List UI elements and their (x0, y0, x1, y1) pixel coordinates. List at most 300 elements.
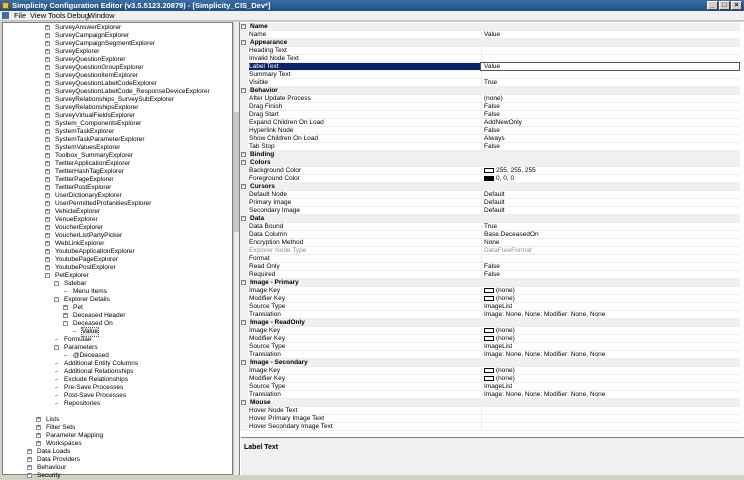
tree-node[interactable] (3, 288, 232, 296)
tree-node[interactable] (3, 448, 232, 456)
property-value[interactable] (481, 367, 739, 374)
tree-node[interactable] (3, 264, 232, 272)
menu-file[interactable]: File (14, 11, 27, 20)
collapse-icon[interactable]: - (242, 183, 245, 189)
property-value-text: Image: None, None; Modifier: None, None (484, 391, 606, 398)
tree-node-label: Additional Relationships (64, 368, 134, 375)
tree-node[interactable] (3, 112, 232, 120)
property-value[interactable] (481, 239, 739, 246)
property-value[interactable] (481, 167, 739, 174)
window-title-bar[interactable] (0, 0, 744, 11)
property-value[interactable] (481, 199, 739, 206)
property-value-text: (none) (496, 327, 515, 334)
property-gutter (240, 31, 248, 39)
property-row[interactable] (240, 103, 740, 111)
tree-node[interactable] (3, 72, 232, 80)
property-value[interactable] (481, 127, 739, 134)
tree-node[interactable] (3, 144, 232, 152)
property-value[interactable] (481, 79, 739, 86)
property-value-text: True (484, 223, 498, 230)
property-name: Image - Primary (250, 279, 299, 286)
tree-node[interactable] (3, 128, 232, 136)
collapse-icon[interactable]: - (242, 279, 245, 285)
property-row[interactable] (240, 31, 740, 39)
expand-icon[interactable]: + (46, 40, 49, 46)
tree-node[interactable] (3, 136, 232, 144)
property-name: Visible (249, 79, 269, 86)
property-row[interactable] (240, 191, 740, 199)
expand-icon[interactable]: + (46, 128, 49, 134)
expand-icon[interactable]: + (46, 96, 49, 102)
tree-node[interactable] (3, 424, 232, 432)
tree-node-label: SurveyQuestionItemExplorer (55, 72, 139, 79)
property-category[interactable] (240, 23, 740, 31)
property-row[interactable] (240, 111, 740, 119)
tree-node[interactable] (3, 344, 232, 352)
property-value[interactable] (481, 111, 739, 118)
tree-node[interactable] (3, 160, 232, 168)
property-value-text: Base.DeceasedOn (484, 231, 539, 238)
tree-node[interactable] (3, 472, 232, 480)
property-gutter (240, 295, 248, 303)
minimize-icon[interactable]: _ (707, 1, 718, 10)
tree-node[interactable] (3, 296, 232, 304)
property-value[interactable] (481, 255, 739, 262)
color-swatch-icon (484, 368, 494, 373)
property-value[interactable] (481, 423, 739, 430)
property-row[interactable] (240, 335, 740, 343)
property-name: Background Color (249, 167, 302, 174)
property-row[interactable] (240, 79, 740, 87)
tree-node[interactable] (3, 336, 232, 344)
property-value[interactable] (481, 415, 739, 422)
tree-node[interactable] (3, 328, 232, 336)
color-swatch-icon (484, 168, 494, 173)
expand-icon[interactable]: + (37, 416, 40, 422)
expand-icon[interactable]: + (46, 24, 49, 30)
property-row[interactable] (240, 135, 740, 143)
tree-node-label: SurveyAnswerExplorer (55, 24, 122, 31)
property-gutter (240, 271, 248, 279)
tree-line-icon (73, 331, 76, 332)
property-name: Tab Stop (249, 143, 275, 150)
expand-icon[interactable]: + (46, 88, 49, 94)
property-name: Image - ReadOnly (250, 319, 305, 326)
tree-node[interactable] (3, 360, 232, 368)
menu-debug[interactable]: Debug (67, 11, 90, 20)
tree-node[interactable] (3, 80, 232, 88)
expand-icon[interactable]: + (46, 248, 49, 254)
property-value[interactable] (481, 47, 739, 54)
property-row[interactable] (240, 295, 740, 303)
expand-icon[interactable]: + (46, 72, 49, 78)
property-row[interactable] (240, 375, 740, 383)
property-gutter (240, 79, 248, 87)
property-value[interactable] (481, 119, 739, 126)
menu-window[interactable]: Window (88, 11, 115, 20)
property-value[interactable] (481, 335, 739, 342)
tree-node[interactable] (3, 192, 232, 200)
tree-node[interactable] (3, 48, 232, 56)
tree-node[interactable] (3, 64, 232, 72)
property-category[interactable] (240, 183, 740, 191)
property-description-panel (241, 437, 744, 475)
tree-node[interactable] (3, 432, 232, 440)
expand-icon[interactable]: + (46, 152, 49, 158)
property-row[interactable] (240, 55, 740, 63)
property-value-text: False (484, 111, 500, 118)
collapse-icon[interactable]: - (46, 272, 49, 278)
property-value[interactable] (481, 71, 739, 78)
property-row[interactable] (240, 407, 740, 415)
property-value[interactable] (481, 263, 739, 270)
menu-view[interactable]: View (30, 11, 47, 20)
tree-node-label: YoutubeApplicationExplorer (55, 248, 135, 255)
tree-node-label: VoucherExplorer (55, 224, 104, 231)
collapse-icon[interactable]: - (242, 359, 245, 365)
property-name: Drag Start (249, 111, 279, 118)
tree-node[interactable] (3, 384, 232, 392)
expand-icon[interactable]: + (46, 48, 49, 54)
tree-node-label: PetExplorer (55, 272, 89, 279)
property-row[interactable] (240, 239, 740, 247)
property-name: Image Key (249, 287, 281, 294)
tree-node-label: SurveyQuestionExplorer (55, 56, 126, 63)
property-value-text: Default (484, 207, 505, 214)
tree-node[interactable] (3, 24, 232, 32)
property-gutter (240, 239, 248, 247)
expand-icon[interactable]: + (64, 312, 67, 318)
property-value[interactable] (481, 343, 739, 350)
color-swatch-icon (484, 288, 494, 293)
tree-node[interactable] (3, 208, 232, 216)
tree-node[interactable] (3, 256, 232, 264)
tree-node[interactable] (3, 272, 232, 280)
tree-node[interactable] (3, 240, 232, 248)
property-row[interactable] (240, 311, 740, 319)
property-row[interactable] (240, 47, 740, 55)
expand-icon[interactable]: + (46, 200, 49, 206)
property-row[interactable] (240, 231, 740, 239)
tree-line-icon (55, 339, 58, 340)
property-gutter (240, 223, 248, 231)
tree-node[interactable] (3, 376, 232, 384)
property-value[interactable] (481, 191, 739, 198)
property-name: After Update Process (249, 95, 311, 102)
property-value[interactable] (481, 303, 739, 310)
property-value[interactable] (481, 143, 739, 150)
property-name: Hover Primary Image Text (249, 415, 325, 422)
expand-icon[interactable]: + (46, 240, 49, 246)
property-row[interactable] (240, 423, 740, 431)
property-value[interactable] (481, 311, 739, 318)
property-row[interactable] (240, 207, 740, 215)
property-value-text: Image: None, None; Modifier: None, None (484, 311, 606, 318)
property-name: Image Key (249, 327, 281, 334)
property-row[interactable] (240, 367, 740, 375)
menu-tools[interactable]: Tools (48, 11, 66, 20)
property-row[interactable] (240, 383, 740, 391)
property-name: Binding (250, 151, 275, 158)
tree-node[interactable] (3, 408, 232, 416)
property-value[interactable] (481, 207, 739, 214)
color-swatch-icon (484, 296, 494, 301)
property-row[interactable] (240, 327, 740, 335)
expand-icon[interactable]: + (28, 472, 31, 478)
property-category[interactable] (240, 151, 740, 159)
property-category[interactable] (240, 39, 740, 47)
property-row[interactable] (240, 143, 740, 151)
property-row[interactable] (240, 263, 740, 271)
tree-node[interactable] (3, 216, 232, 224)
expand-icon[interactable]: + (46, 64, 49, 70)
tree-node-label: Formulae (64, 336, 92, 343)
color-swatch-icon (484, 328, 494, 333)
collapse-icon[interactable]: - (55, 280, 58, 286)
expand-icon[interactable]: + (46, 120, 49, 126)
property-gutter (240, 231, 248, 239)
property-category[interactable] (240, 399, 740, 407)
property-row[interactable] (240, 247, 740, 255)
expand-icon[interactable]: + (46, 208, 49, 214)
property-row[interactable] (240, 71, 740, 79)
property-row[interactable] (240, 175, 740, 183)
property-row[interactable] (240, 343, 740, 351)
tree-node-label: SystemValuesExplorer (55, 144, 121, 151)
tree-node-label: SurveyCampaignSegmentExplorer (55, 40, 156, 47)
close-icon[interactable]: × (731, 1, 742, 10)
collapse-icon[interactable]: - (242, 23, 245, 29)
property-name: Appearance (250, 39, 288, 46)
property-category[interactable] (240, 359, 740, 367)
property-value-text: (none) (496, 375, 515, 382)
tree-node[interactable] (3, 168, 232, 176)
tree-node[interactable] (3, 120, 232, 128)
collapse-icon[interactable]: - (242, 399, 245, 405)
property-name: Source Type (249, 343, 286, 350)
expand-icon[interactable]: + (28, 448, 31, 454)
property-value[interactable] (481, 63, 739, 70)
collapse-icon[interactable]: - (242, 215, 245, 221)
property-gutter (240, 55, 248, 63)
property-value[interactable] (481, 287, 739, 294)
tree-line-icon (64, 355, 67, 356)
tree-node[interactable] (3, 368, 232, 376)
property-gutter (240, 287, 248, 295)
property-row[interactable] (240, 95, 740, 103)
maximize-icon[interactable]: □ (719, 1, 730, 10)
collapse-icon[interactable]: - (242, 39, 245, 45)
tree-node[interactable] (3, 184, 232, 192)
expand-icon[interactable]: + (64, 304, 67, 310)
property-gutter (240, 47, 248, 55)
tree-node[interactable] (3, 392, 232, 400)
property-value[interactable] (481, 271, 739, 278)
expand-icon[interactable]: + (46, 216, 49, 222)
tree-node[interactable] (3, 224, 232, 232)
property-row[interactable] (240, 271, 740, 279)
expand-icon[interactable]: + (46, 264, 49, 270)
property-row[interactable] (240, 255, 740, 263)
property-value-text: False (484, 103, 500, 110)
property-name: Required (249, 271, 276, 278)
collapse-icon[interactable]: - (55, 344, 58, 350)
menu-bar (0, 11, 744, 21)
tree-node-label: Exclude Relationships (64, 376, 128, 383)
property-value-text: False (484, 127, 500, 134)
tree-node-label: Post-Save Processes (64, 392, 127, 399)
tree-node-label: YoutubePageExplorer (55, 256, 119, 263)
tree-node[interactable] (3, 352, 232, 360)
property-value-text: 0, 0, 0 (496, 175, 515, 182)
expand-icon[interactable]: + (37, 440, 40, 446)
expand-icon[interactable]: + (28, 456, 31, 462)
property-value-text: True (484, 79, 498, 86)
property-value[interactable] (481, 351, 739, 358)
expand-icon[interactable]: + (46, 168, 49, 174)
property-row[interactable] (240, 303, 740, 311)
property-value[interactable] (481, 383, 739, 390)
property-row[interactable] (240, 63, 740, 71)
property-value[interactable] (481, 231, 739, 238)
property-category[interactable] (240, 215, 740, 223)
property-name: Cursors (250, 183, 275, 190)
property-value[interactable] (481, 407, 739, 414)
property-value[interactable] (481, 31, 739, 38)
tree-node[interactable] (3, 32, 232, 40)
tree-node[interactable] (3, 456, 232, 464)
property-category[interactable] (240, 279, 740, 287)
property-name: Format (249, 255, 270, 262)
tree-node-label: SurveyExplorer (55, 48, 100, 55)
expand-icon[interactable]: + (46, 80, 49, 86)
property-value[interactable] (481, 223, 739, 230)
property-category[interactable] (240, 319, 740, 327)
tree-node[interactable] (3, 440, 232, 448)
expand-icon[interactable]: + (46, 160, 49, 166)
tree-node[interactable] (3, 104, 232, 112)
property-name: Invalid Node Text (249, 55, 299, 62)
tree-node[interactable] (3, 320, 232, 328)
tree-node-label: Lists (46, 416, 60, 423)
expand-icon[interactable]: + (46, 184, 49, 190)
collapse-icon[interactable]: - (242, 151, 245, 157)
description-title: Label Text (244, 444, 279, 451)
collapse-icon[interactable]: - (242, 87, 245, 93)
expand-icon[interactable]: + (46, 232, 49, 238)
tree-node-label: Filter Sets (46, 424, 76, 431)
tree-node[interactable] (3, 280, 232, 288)
expand-icon[interactable]: + (28, 464, 31, 470)
expand-icon[interactable]: + (46, 32, 49, 38)
property-value[interactable] (481, 247, 739, 254)
property-value[interactable] (481, 175, 739, 182)
expand-icon[interactable]: + (46, 256, 49, 262)
tree-node[interactable] (3, 464, 232, 472)
window-controls (707, 1, 742, 10)
property-gutter (240, 63, 248, 71)
tree-node-label: YoutubePostExplorer (55, 264, 116, 271)
property-value[interactable] (481, 135, 739, 142)
property-row[interactable] (240, 287, 740, 295)
property-value[interactable] (481, 327, 739, 334)
expand-icon[interactable]: + (46, 224, 49, 230)
property-row[interactable] (240, 391, 740, 399)
tree-line-icon (64, 291, 67, 292)
tree-node[interactable] (3, 304, 232, 312)
expand-icon[interactable]: + (46, 176, 49, 182)
tree-node-label: Sidebar (64, 280, 87, 287)
expand-icon[interactable]: + (37, 424, 40, 430)
document-icon[interactable] (2, 12, 9, 19)
property-row[interactable] (240, 127, 740, 135)
property-value[interactable] (481, 103, 739, 110)
property-gutter (240, 135, 248, 143)
expand-icon[interactable]: + (46, 136, 49, 142)
tree-node[interactable] (3, 248, 232, 256)
property-grid[interactable] (239, 22, 744, 475)
property-value[interactable] (481, 295, 739, 302)
tree-node[interactable] (3, 88, 232, 96)
collapse-icon[interactable]: - (242, 159, 245, 165)
tree-line-icon (55, 403, 58, 404)
tree-node-label: SurveyQuestionLabelCode_ResponseDeviceExplorer (55, 88, 210, 95)
tree-node[interactable] (3, 400, 232, 408)
tree-node[interactable] (3, 200, 232, 208)
property-row[interactable] (240, 415, 740, 423)
tree-node[interactable] (3, 416, 232, 424)
property-row[interactable] (240, 351, 740, 359)
tree-node[interactable] (3, 232, 232, 240)
collapse-icon[interactable]: - (242, 319, 245, 325)
property-category[interactable] (240, 87, 740, 95)
property-category[interactable] (240, 159, 740, 167)
property-row[interactable] (240, 119, 740, 127)
tree-node[interactable] (3, 96, 232, 104)
property-row[interactable] (240, 223, 740, 231)
expand-icon[interactable]: + (46, 144, 49, 150)
tree-node[interactable] (3, 40, 232, 48)
tree-node-label: TwitterPostExplorer (55, 184, 112, 191)
expand-icon[interactable]: + (37, 432, 40, 438)
tree-node[interactable] (3, 176, 232, 184)
property-row[interactable] (240, 167, 740, 175)
property-value[interactable] (481, 55, 739, 62)
collapse-icon[interactable]: - (64, 320, 67, 326)
tree-line-icon (55, 379, 58, 380)
tree-node[interactable] (3, 312, 232, 320)
expand-icon[interactable]: + (46, 56, 49, 62)
expand-icon[interactable]: + (46, 112, 49, 118)
property-name: Foreground Color (249, 175, 300, 182)
tree-node[interactable] (3, 56, 232, 64)
property-gutter (240, 167, 248, 175)
tree-node-label: Value (82, 328, 99, 335)
tree-node[interactable] (3, 152, 232, 160)
expand-icon[interactable]: + (46, 104, 49, 110)
property-value[interactable] (481, 391, 739, 398)
property-value-text: ImageList (484, 383, 513, 390)
property-row[interactable] (240, 199, 740, 207)
expand-icon[interactable]: + (46, 192, 49, 198)
property-gutter (240, 415, 248, 423)
property-gutter (240, 143, 248, 151)
collapse-icon[interactable]: - (55, 296, 58, 302)
tree-node-label: VenueExplorer (55, 216, 98, 223)
configuration-tree[interactable] (2, 22, 233, 479)
property-value[interactable] (481, 95, 739, 102)
property-value[interactable] (481, 375, 739, 382)
